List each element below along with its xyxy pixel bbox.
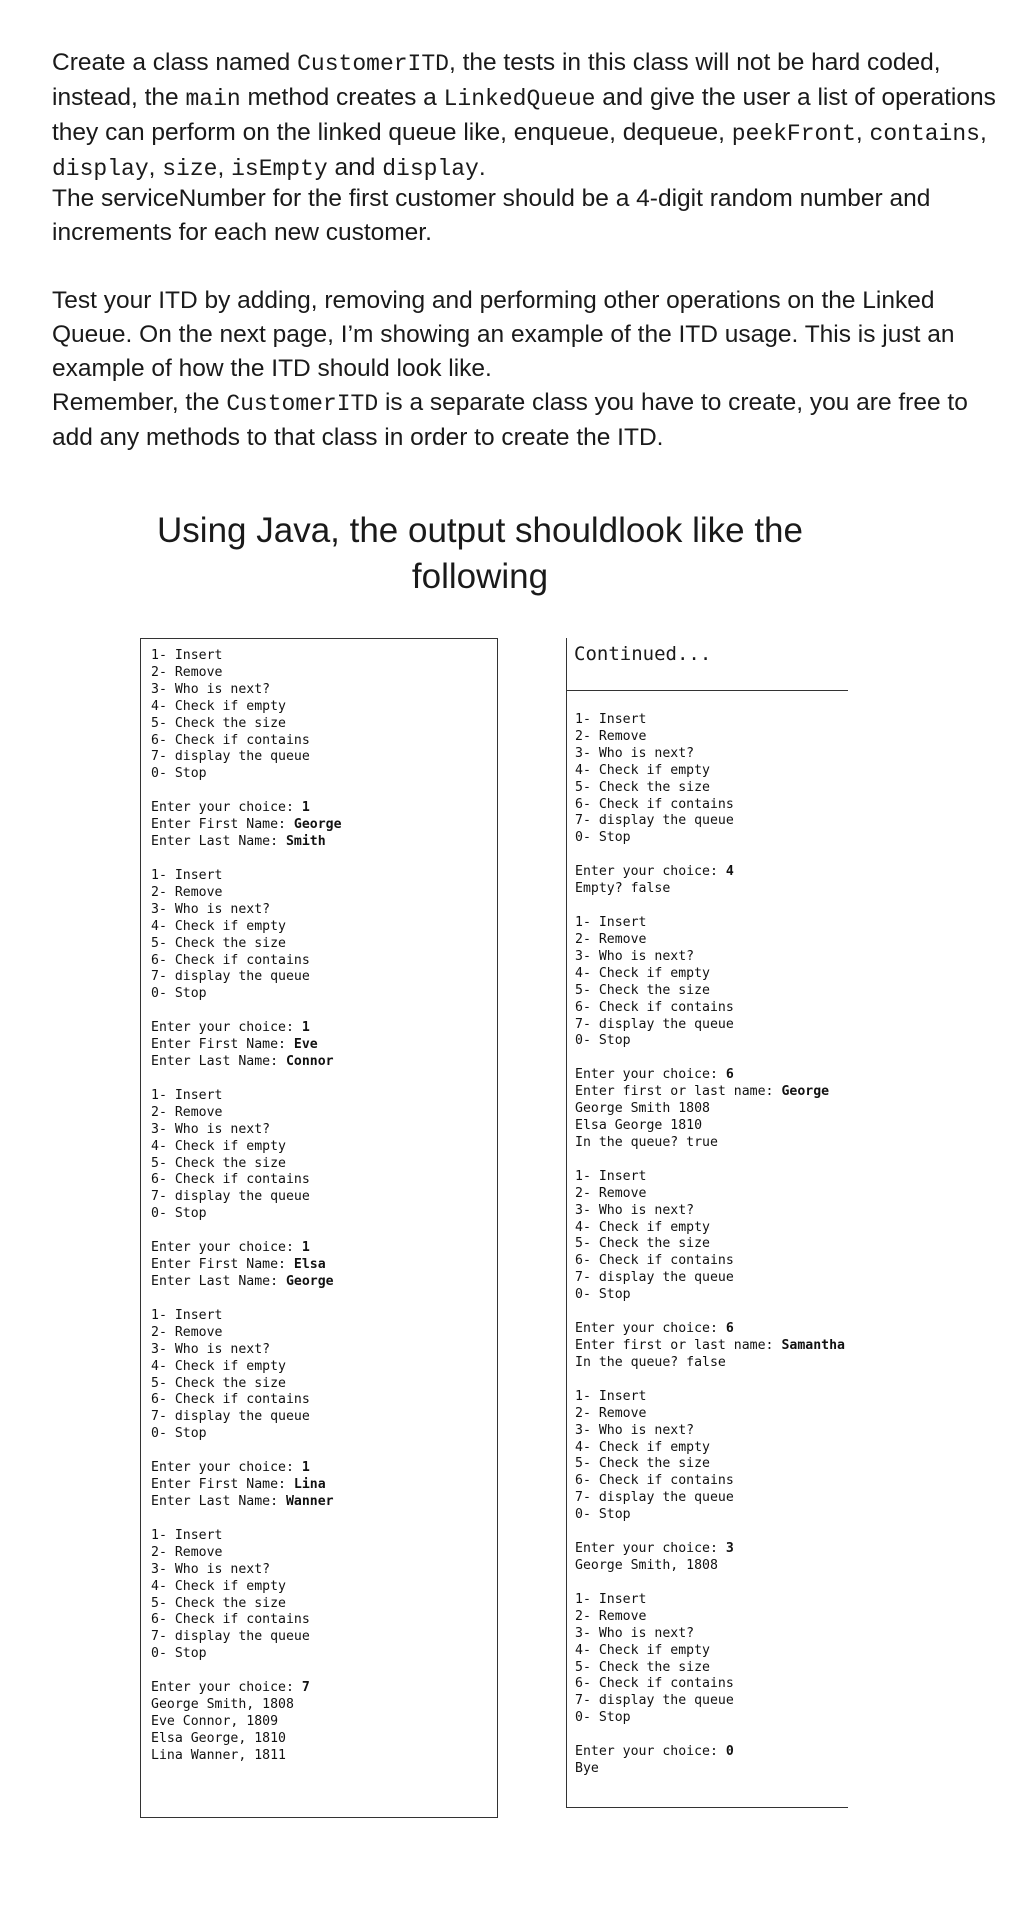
console-line xyxy=(575,1440,845,1457)
console-text: 6- Check if contains xyxy=(575,1473,734,1489)
console-text: 1- Insert xyxy=(575,1591,647,1607)
console-line xyxy=(151,1342,487,1359)
console-block xyxy=(151,868,487,1003)
console-text: 0- Stop xyxy=(151,986,207,1002)
console-text: Enter First Name: xyxy=(151,1257,294,1273)
console-line xyxy=(575,1101,845,1118)
console-line xyxy=(151,665,487,682)
code-term: display xyxy=(52,156,149,182)
console-line xyxy=(575,1609,845,1626)
console-line xyxy=(151,1088,487,1105)
console-line xyxy=(151,1325,487,1342)
code-term: CustomerITD xyxy=(226,391,379,417)
console-line xyxy=(151,986,487,1003)
console-text: 5- Check the size xyxy=(151,1375,286,1391)
console-text: 0- Stop xyxy=(575,830,631,846)
console-block xyxy=(575,1321,845,1372)
instructions-paragraph-3 xyxy=(52,284,1002,386)
console-line xyxy=(151,817,487,834)
paragraph-text: is a separate class you have to create, you are free to add any methods to that class in order to create the ITD. xyxy=(52,389,968,451)
console-text: Enter first or last name: xyxy=(575,1084,782,1100)
console-line xyxy=(151,1714,487,1731)
console-text: 6- Check if contains xyxy=(575,796,734,812)
console-text: 4- Check if empty xyxy=(575,1439,710,1455)
console-text: 5- Check the size xyxy=(151,715,286,731)
console-block xyxy=(575,1744,845,1778)
console-text: 1- Insert xyxy=(151,1307,223,1323)
console-line xyxy=(151,716,487,733)
console-text: 7- display the queue xyxy=(575,1490,734,1506)
user-input: Eve xyxy=(293,1037,318,1053)
console-text: 5- Check the size xyxy=(151,1595,286,1611)
console-line xyxy=(151,1122,487,1139)
console-line xyxy=(575,1710,845,1727)
paragraph-text: and give the user a list of operations they can perform on the linked queue like, enqueue, dequeue, xyxy=(52,84,996,146)
console-text: 0- Stop xyxy=(151,1426,207,1442)
console-line xyxy=(575,1389,845,1406)
console-line xyxy=(151,1748,487,1765)
paragraph-text: Test your ITD by adding, removing and performing other operations on the Linked Queue. On the next page, I’m showing an example of the ITD usage. This is just an example of how the ITD should look like. xyxy=(52,287,955,382)
console-text: 0- Stop xyxy=(575,1287,631,1303)
console-line xyxy=(151,1697,487,1714)
console-line xyxy=(575,983,845,1000)
console-line xyxy=(151,1680,487,1697)
console-line xyxy=(575,1000,845,1017)
console-text: George Smith, 1808 xyxy=(575,1557,718,1573)
console-line xyxy=(575,1321,845,1338)
console-line xyxy=(151,1240,487,1257)
user-input: Smith xyxy=(285,834,326,850)
console-block xyxy=(151,1020,487,1071)
console-block xyxy=(575,1389,845,1524)
console-text: 5- Check the size xyxy=(575,1236,710,1252)
user-input: 1 xyxy=(301,1020,310,1036)
console-line xyxy=(575,1592,845,1609)
console-text: 6- Check if contains xyxy=(575,999,734,1015)
console-line xyxy=(575,1490,845,1507)
console-block xyxy=(151,1308,487,1443)
console-line xyxy=(151,936,487,953)
console-line xyxy=(575,864,845,881)
console-line xyxy=(575,1135,845,1152)
console-text: 5- Check the size xyxy=(151,1155,286,1171)
console-line xyxy=(575,1203,845,1220)
console-text: 2- Remove xyxy=(575,1185,647,1201)
console-line xyxy=(151,749,487,766)
console-text: 2- Remove xyxy=(575,728,647,744)
console-line xyxy=(575,1017,845,1034)
paragraph-text: method creates a xyxy=(240,84,444,111)
console-text: 2- Remove xyxy=(151,1544,223,1560)
console-text: 0- Stop xyxy=(575,1507,631,1523)
paragraph-text: , xyxy=(148,154,163,181)
console-line xyxy=(575,1744,845,1761)
console-line xyxy=(151,1646,487,1663)
console-text: 3- Who is next? xyxy=(151,681,271,697)
console-text: 1- Insert xyxy=(575,1388,647,1404)
console-block xyxy=(575,1541,845,1575)
console-text: Elsa George 1810 xyxy=(575,1118,703,1134)
paragraph-text: . xyxy=(478,154,486,181)
console-text: 7- display the queue xyxy=(151,1409,310,1425)
user-input: Elsa xyxy=(293,1257,326,1273)
paragraph-text: Remember, the xyxy=(52,389,227,416)
instructions-paragraph-1 xyxy=(52,46,1002,186)
console-line xyxy=(151,1308,487,1325)
console-text: 4- Check if empty xyxy=(151,1138,286,1154)
console-line xyxy=(575,1253,845,1270)
code-term: isEmpty xyxy=(231,156,328,182)
divider-bottom xyxy=(567,1807,848,1808)
console-text: Empty? false xyxy=(575,881,671,897)
user-input: Connor xyxy=(285,1054,334,1070)
console-text: Enter your choice: xyxy=(575,1541,726,1557)
console-text: 7- display the queue xyxy=(151,749,310,765)
console-block xyxy=(575,915,845,1050)
console-line xyxy=(575,949,845,966)
console-text: Enter your choice: xyxy=(575,1321,726,1337)
console-text: 6- Check if contains xyxy=(151,732,310,748)
console-text: 1- Insert xyxy=(575,712,647,727)
console-line xyxy=(575,1355,845,1372)
console-text: 2- Remove xyxy=(151,884,223,900)
console-text: 7- display the queue xyxy=(575,813,734,829)
console-line xyxy=(575,1761,845,1778)
console-text: 6- Check if contains xyxy=(151,1172,310,1188)
console-text: Elsa George, 1810 xyxy=(151,1730,286,1746)
console-output-left xyxy=(140,638,498,1818)
console-line xyxy=(575,1338,845,1355)
user-input: Wanner xyxy=(285,1493,334,1509)
code-term: size xyxy=(162,156,218,182)
console-text: 7- display the queue xyxy=(575,1016,734,1032)
console-text: 4- Check if empty xyxy=(151,1578,286,1594)
console-block xyxy=(151,800,487,851)
console-text: 4- Check if empty xyxy=(151,918,286,934)
console-text: Eve Connor, 1809 xyxy=(151,1713,279,1729)
paragraph-text: and xyxy=(327,154,383,181)
console-line xyxy=(151,1731,487,1748)
console-text: Enter your choice: xyxy=(151,1020,302,1036)
console-text: 0- Stop xyxy=(151,1206,207,1222)
console-text: 6- Check if contains xyxy=(151,1392,310,1408)
console-line xyxy=(151,1392,487,1409)
console-line xyxy=(575,1169,845,1186)
paragraph-text: , xyxy=(979,119,987,146)
console-line xyxy=(151,648,487,665)
console-text: 0- Stop xyxy=(151,1646,207,1662)
console-line xyxy=(575,1270,845,1287)
console-text: 3- Who is next? xyxy=(151,1341,271,1357)
console-text: Enter First Name: xyxy=(151,1037,294,1053)
paragraph-text: The serviceNumber for the first customer should be a 4-digit random number and increments for each new customer. xyxy=(52,185,931,246)
console-line xyxy=(151,1274,487,1291)
console-line xyxy=(151,885,487,902)
code-term: peekFront xyxy=(731,121,856,147)
console-line xyxy=(575,780,845,797)
console-text: 3- Who is next? xyxy=(575,1422,695,1438)
console-text: Enter your choice: xyxy=(575,864,726,880)
console-text: 7- display the queue xyxy=(575,1270,734,1286)
console-line xyxy=(151,1460,487,1477)
paragraph-text: , xyxy=(855,119,870,146)
console-text: 3- Who is next? xyxy=(575,745,695,761)
console-line xyxy=(151,1477,487,1494)
console-text: 7- display the queue xyxy=(575,1693,734,1709)
user-input: 4 xyxy=(725,864,734,880)
code-term: display xyxy=(382,156,479,182)
console-text: Enter first or last name: xyxy=(575,1338,782,1353)
console-line xyxy=(575,1456,845,1473)
console-text: Enter your choice: xyxy=(151,800,302,816)
console-text: 2- Remove xyxy=(151,1324,223,1340)
console-text: 5- Check the size xyxy=(575,1456,710,1472)
user-input: 3 xyxy=(725,1541,734,1557)
console-text: 4- Check if empty xyxy=(151,698,286,714)
console-text: 5- Check the size xyxy=(575,982,710,998)
console-line xyxy=(575,1660,845,1677)
console-line xyxy=(151,1105,487,1122)
console-line xyxy=(151,1612,487,1629)
console-line xyxy=(575,1423,845,1440)
console-text: 1- Insert xyxy=(151,648,223,663)
console-block xyxy=(575,1592,845,1727)
console-line xyxy=(151,1376,487,1393)
console-text: Bye xyxy=(575,1761,599,1777)
console-line xyxy=(575,1643,845,1660)
console-text: Enter Last Name: xyxy=(151,834,286,850)
console-text: 1- Insert xyxy=(575,915,647,931)
console-text: 7- display the queue xyxy=(151,1189,310,1205)
console-line xyxy=(151,1579,487,1596)
user-input: 0 xyxy=(725,1744,734,1760)
console-line xyxy=(151,733,487,750)
code-term: main xyxy=(185,86,241,112)
console-text: In the queue? true xyxy=(575,1134,718,1150)
code-term: LinkedQueue xyxy=(443,86,596,112)
console-line xyxy=(575,1626,845,1643)
console-line xyxy=(575,1287,845,1304)
console-text: 0- Stop xyxy=(575,1033,631,1049)
console-block xyxy=(151,648,487,783)
console-text: 4- Check if empty xyxy=(151,1358,286,1374)
console-text: Enter your choice: xyxy=(151,1240,302,1256)
console-text: Enter Last Name: xyxy=(151,1054,286,1070)
console-text: 3- Who is next? xyxy=(151,1121,271,1137)
console-block xyxy=(575,864,845,898)
user-input: 6 xyxy=(725,1067,734,1083)
console-line xyxy=(575,1541,845,1558)
instructions-paragraph-2 xyxy=(52,182,1002,250)
console-line xyxy=(575,1186,845,1203)
console-block xyxy=(575,1067,845,1152)
console-line xyxy=(151,1562,487,1579)
console-text: 2- Remove xyxy=(575,931,647,947)
console-line xyxy=(575,966,845,983)
console-text: Enter Last Name: xyxy=(151,1493,286,1509)
console-line xyxy=(575,813,845,830)
console-block xyxy=(151,1088,487,1223)
console-text: Enter your choice: xyxy=(151,1680,302,1696)
console-text: 0- Stop xyxy=(151,766,207,782)
user-input: Samantha xyxy=(781,1338,845,1353)
console-text: 6- Check if contains xyxy=(575,1676,734,1692)
console-block xyxy=(151,1680,487,1765)
console-line xyxy=(151,1037,487,1054)
console-line xyxy=(151,1528,487,1545)
console-text: 3- Who is next? xyxy=(151,1561,271,1577)
paragraph-text: , xyxy=(217,154,232,181)
console-line xyxy=(151,1172,487,1189)
code-term: contains xyxy=(869,121,980,147)
user-input: George xyxy=(293,817,342,833)
console-line xyxy=(575,712,845,729)
console-block xyxy=(151,1460,487,1511)
console-text: 7- display the queue xyxy=(151,1629,310,1645)
code-term: CustomerITD xyxy=(297,51,449,77)
user-input: 7 xyxy=(301,1680,310,1696)
console-block xyxy=(575,712,845,847)
console-line xyxy=(151,1629,487,1646)
console-text: 6- Check if contains xyxy=(151,952,310,968)
console-line xyxy=(151,1494,487,1511)
console-line xyxy=(151,1054,487,1071)
console-line xyxy=(575,881,845,898)
console-block xyxy=(575,1169,845,1304)
console-line xyxy=(151,834,487,851)
divider-top xyxy=(567,690,848,691)
paragraph-text: , the tests in this class will not be hard coded, instead, the xyxy=(52,49,941,111)
console-line xyxy=(575,1067,845,1084)
console-text: 1- Insert xyxy=(151,1087,223,1103)
console-line xyxy=(151,969,487,986)
console-text: 0- Stop xyxy=(575,1710,631,1726)
user-input: 6 xyxy=(725,1321,734,1337)
console-text: Enter Last Name: xyxy=(151,1274,286,1289)
console-text: 1- Insert xyxy=(151,1527,223,1543)
console-text: Enter your choice: xyxy=(575,1744,726,1760)
console-line xyxy=(575,1473,845,1490)
console-line xyxy=(151,902,487,919)
console-text: 3- Who is next? xyxy=(575,1625,695,1641)
console-text: 4- Check if empty xyxy=(575,1642,710,1658)
console-line xyxy=(575,1236,845,1253)
console-text: 4- Check if empty xyxy=(575,762,710,778)
instructions-paragraph-4 xyxy=(52,386,1002,455)
console-text: 7- display the queue xyxy=(151,969,310,985)
output-heading: Using Java, the output shouldlook like the following xyxy=(157,511,803,596)
console-line xyxy=(575,915,845,932)
console-text: 1- Insert xyxy=(151,867,223,883)
console-text: George Smith 1808 xyxy=(575,1101,710,1117)
console-line xyxy=(151,699,487,716)
user-input: George xyxy=(285,1274,334,1289)
user-input: George xyxy=(781,1084,830,1100)
console-line xyxy=(151,1426,487,1443)
console-line xyxy=(575,1220,845,1237)
console-text: 6- Check if contains xyxy=(151,1612,310,1628)
console-text: 5- Check the size xyxy=(151,935,286,951)
console-line xyxy=(151,1139,487,1156)
console-line xyxy=(575,763,845,780)
console-text: 4- Check if empty xyxy=(575,1219,710,1235)
console-line xyxy=(575,1033,845,1050)
console-block xyxy=(151,1240,487,1291)
user-input: 1 xyxy=(301,1240,310,1256)
user-input: Lina xyxy=(293,1477,326,1493)
console-line xyxy=(151,1596,487,1613)
console-line xyxy=(575,1558,845,1575)
console-text: 4- Check if empty xyxy=(575,965,710,981)
console-line xyxy=(151,1545,487,1562)
console-line xyxy=(151,1020,487,1037)
console-text: Enter First Name: xyxy=(151,1477,294,1493)
console-line xyxy=(151,1156,487,1173)
console-line xyxy=(575,1507,845,1524)
console-text: 6- Check if contains xyxy=(575,1253,734,1269)
console-text: Enter First Name: xyxy=(151,817,294,833)
console-output-right xyxy=(566,638,848,1808)
console-text: Lina Wanner, 1811 xyxy=(151,1747,286,1763)
console-line xyxy=(575,830,845,847)
console-text: 2- Remove xyxy=(151,664,223,680)
console-line xyxy=(575,1676,845,1693)
console-text: 3- Who is next? xyxy=(575,948,695,964)
console-line xyxy=(151,953,487,970)
console-text: 2- Remove xyxy=(575,1608,647,1624)
console-line xyxy=(575,1693,845,1710)
console-output-right-body xyxy=(575,712,845,1795)
console-line xyxy=(575,932,845,949)
console-text: Enter your choice: xyxy=(151,1460,302,1476)
console-line xyxy=(151,868,487,885)
console-text: 5- Check the size xyxy=(575,1659,710,1675)
console-line xyxy=(151,919,487,936)
console-line xyxy=(575,1084,845,1101)
console-line xyxy=(575,729,845,746)
console-line xyxy=(151,1206,487,1223)
console-line xyxy=(575,797,845,814)
continued-label: Continued... xyxy=(574,643,712,665)
console-text: 2- Remove xyxy=(151,1104,223,1120)
console-line xyxy=(151,800,487,817)
console-text: 3- Who is next? xyxy=(151,901,271,917)
console-line xyxy=(151,766,487,783)
console-text: 5- Check the size xyxy=(575,779,710,795)
console-text: George Smith, 1808 xyxy=(151,1697,294,1713)
console-line xyxy=(575,746,845,763)
console-line xyxy=(151,1189,487,1206)
user-input: 1 xyxy=(301,1460,310,1476)
console-text: Enter your choice: xyxy=(575,1067,726,1083)
console-line xyxy=(151,1359,487,1376)
console-text: 1- Insert xyxy=(575,1168,647,1184)
console-text: 2- Remove xyxy=(575,1405,647,1421)
console-text: 3- Who is next? xyxy=(575,1202,695,1218)
console-line xyxy=(151,1409,487,1426)
console-block xyxy=(151,1528,487,1663)
console-line xyxy=(151,682,487,699)
console-line xyxy=(575,1406,845,1423)
console-line xyxy=(575,1118,845,1135)
user-input: 1 xyxy=(301,800,310,816)
console-line xyxy=(151,1257,487,1274)
paragraph-text: Create a class named xyxy=(52,49,298,76)
console-text: In the queue? false xyxy=(575,1354,726,1370)
